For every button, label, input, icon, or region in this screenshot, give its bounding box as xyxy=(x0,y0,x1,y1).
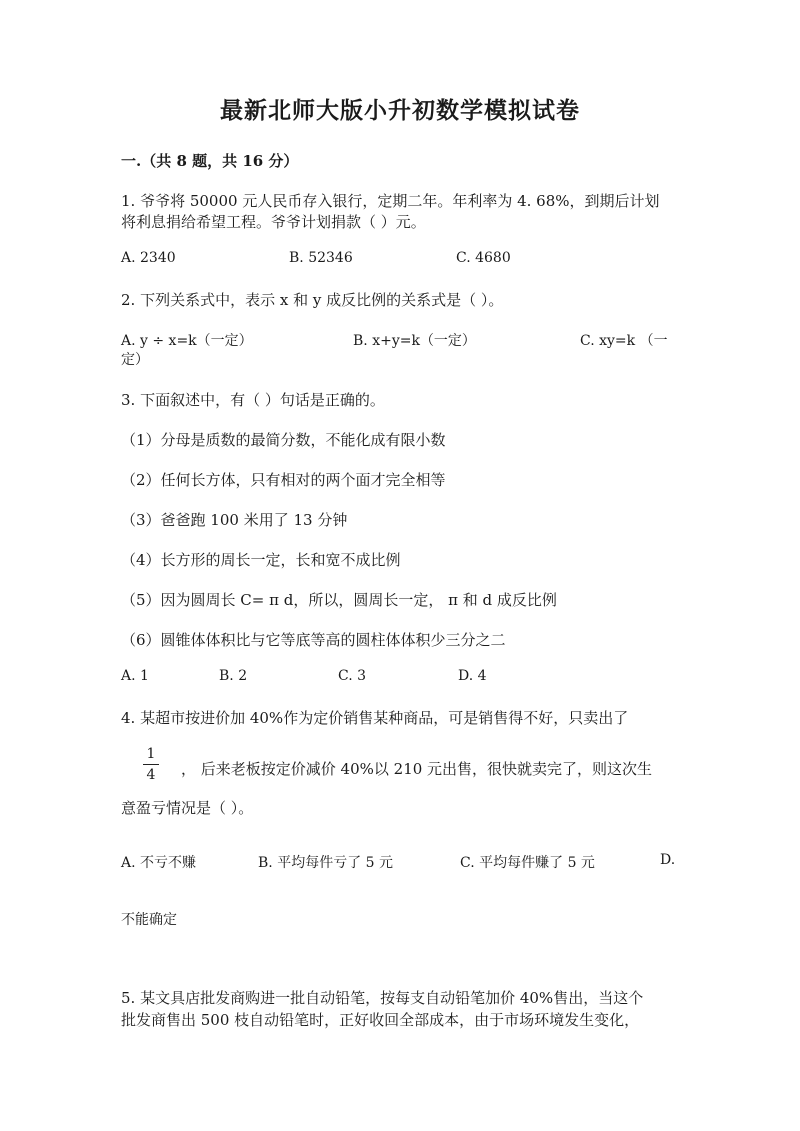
q4-fraction-denominator: 4 xyxy=(146,767,156,783)
q1-line-2: 将利息捐给希望工程。爷爷计划捐款（ ）元。 xyxy=(121,213,426,231)
q1-option-a: A. 2340 xyxy=(121,250,176,266)
section-heading: 一.（共 8 题，共 16 分） xyxy=(121,152,299,170)
q4-fraction-numerator: 1 xyxy=(146,746,156,762)
q5-line-1: 5. 某文具店批发商购进一批自动铅笔，按每支自动铅笔加价 40%售出，当这个 xyxy=(121,989,644,1007)
q1-line-1: 1. 爷爷将 50000 元人民币存入银行，定期二年。年利率为 4. 68%，到期后计划 xyxy=(121,192,660,210)
q3-option-c: C. 3 xyxy=(338,668,367,684)
q3-statement-5: （5）因为圆周长 C= π d，所以，圆周长一定， π 和 d 成反比例 xyxy=(121,591,557,609)
fraction-bar xyxy=(143,764,159,765)
q3-statement-4: （4）长方形的周长一定，长和宽不成比例 xyxy=(121,551,401,569)
q4-line-3: 意盈亏情况是（ ）。 xyxy=(121,799,254,817)
page-title: 最新北师大版小升初数学模拟试卷 xyxy=(220,97,580,124)
q3-statement-1: （1）分母是质数的最简分数，不能化成有限小数 xyxy=(121,431,446,449)
q2-option-wrap: 定） xyxy=(121,352,149,368)
q1-option-c: C. 4680 xyxy=(456,250,511,266)
q4-option-b: B. 平均每件亏了 5 元 xyxy=(258,855,393,871)
q3-line-1: 3. 下面叙述中，有（ ）句话是正确的。 xyxy=(121,391,385,409)
q4-option-c: C. 平均每件赚了 5 元 xyxy=(460,855,595,871)
q4-line-1: 4. 某超市按进价加 40%作为定价销售某种商品，可是销售得不好，只卖出了 xyxy=(121,709,629,727)
q2-option-a: A. y ÷ x=k（一定） xyxy=(121,333,253,349)
q1-option-b: B. 52346 xyxy=(289,250,353,266)
q4-fraction xyxy=(143,746,159,783)
q5-line-2: 批发商售出 500 枝自动铅笔时，正好收回全部成本，由于市场环境发生变化， xyxy=(121,1011,640,1029)
q4-option-wrap: 不能确定 xyxy=(121,912,177,928)
q4-option-a: A. 不亏不赚 xyxy=(121,855,197,871)
q3-option-d: D. 4 xyxy=(458,668,487,684)
q3-statement-2: （2）任何长方体，只有相对的两个面才完全相等 xyxy=(121,471,446,489)
q3-statement-6: （6）圆锥体体积比与它等底等高的圆柱体体积少三分之二 xyxy=(121,631,506,649)
q3-statement-3: （3）爸爸跑 100 米用了 13 分钟 xyxy=(121,511,348,529)
q2-option-c: C. xy=k （一 xyxy=(580,333,668,349)
q4-line-2: ， 后来老板按定价减价 40%以 210 元出售，很快就卖完了，则这次生 xyxy=(181,760,653,778)
q2-line-1: 2. 下列关系式中，表示 x 和 y 成反比例的关系式是（ ）。 xyxy=(121,291,504,309)
q4-option-d: D. xyxy=(660,852,676,868)
q3-option-a: A. 1 xyxy=(121,668,149,684)
q3-option-b: B. 2 xyxy=(219,668,248,684)
q2-option-b: B. x+y=k（一定） xyxy=(353,333,476,349)
